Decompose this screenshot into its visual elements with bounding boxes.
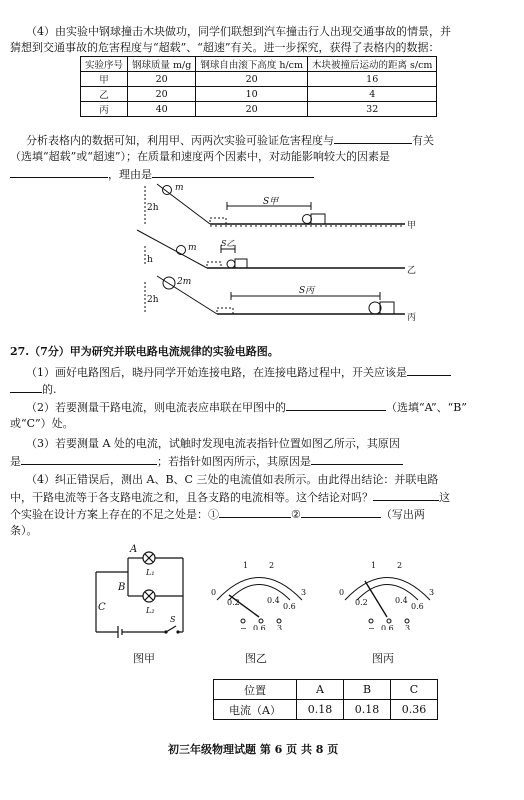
- scale-label: 1: [243, 561, 249, 570]
- scale-label: 1: [371, 561, 377, 570]
- q4-line2: 猜想到交通事故的危害程度与“超载”、“超速”有关。进一步探究，获得了表格内的数据：: [10, 41, 440, 54]
- terminal-label: −: [368, 624, 375, 630]
- distance-label: S乙: [221, 239, 235, 248]
- fine-label: 0.4: [395, 596, 408, 605]
- lamp-l1: [143, 552, 155, 564]
- q4-line1: （4）由实验中钢球撞击木块做功，同学们联想到汽车撞击行人出现交通事故的情景，并: [26, 25, 451, 38]
- q27-part2b: 或“C”）处。: [10, 417, 74, 430]
- table-header: A: [297, 680, 344, 700]
- table-header: 位置: [214, 680, 297, 700]
- ramp-figure: [135, 180, 435, 330]
- answer-blank[interactable]: [407, 364, 451, 376]
- table-cell: 16: [308, 72, 437, 87]
- table-cell: 0.18: [297, 700, 344, 720]
- table-cell: 甲: [81, 72, 128, 87]
- ball: [303, 215, 312, 224]
- meter-scale: [345, 578, 430, 601]
- q27-part3: （3）若要测量 A 处的电流，试触时发现电流表指针位置如图乙所示，其原因: [26, 437, 400, 450]
- table-cell: 32: [308, 102, 437, 117]
- lamp-l2: [143, 590, 155, 602]
- scale-label: 0: [211, 588, 217, 597]
- answer-blank[interactable]: [10, 381, 42, 393]
- terminal-label: 3: [405, 624, 411, 630]
- answer-blank[interactable]: [311, 453, 403, 465]
- table-header: 钢球质量 m/g: [128, 57, 196, 72]
- q27-text: 个实验在设计方案上存在的不足之处是：①: [10, 508, 219, 521]
- table-header: C: [391, 680, 438, 700]
- ball-label: 2m: [177, 277, 192, 287]
- table-header: B: [344, 680, 391, 700]
- table-header: 钢球自由滚下高度 h/cm: [196, 57, 308, 72]
- point-c-label: C: [98, 602, 106, 613]
- table-cell: 0.36: [391, 700, 438, 720]
- q27-text: （选填“A”、“B”: [386, 401, 467, 414]
- distance-label: S甲: [263, 197, 279, 207]
- table-cell: 0.18: [344, 700, 391, 720]
- caption-bing: 图丙: [372, 652, 394, 665]
- table-cell: 20: [196, 102, 308, 117]
- q27-part4: （4）纠正错误后，测出 A、B、C 三处的电流值如表所示。由此得出结论：并联电路: [26, 473, 439, 486]
- ball: [163, 277, 175, 289]
- analysis-line1: [26, 132, 434, 148]
- terminal-label: 0.6: [253, 624, 266, 630]
- table-header: 实验序号: [81, 57, 128, 72]
- q27-part1b: [10, 381, 57, 397]
- trial-label: 乙: [407, 266, 417, 276]
- answer-blank[interactable]: [301, 506, 381, 518]
- analysis-text: 分析表格内的数据可知，利用甲、丙两次实验可验证危害程度与: [26, 134, 334, 147]
- ball: [177, 246, 186, 255]
- answer-blank[interactable]: [373, 489, 439, 501]
- distance-label: S丙: [299, 286, 315, 296]
- table-row: [81, 102, 437, 117]
- trial-label: 丙: [407, 313, 417, 323]
- analysis-text: ，理由是: [108, 168, 152, 181]
- table-header-row: [81, 57, 437, 72]
- ball: [163, 186, 172, 195]
- height-label: 2h: [147, 295, 159, 305]
- ball-label: m: [175, 183, 184, 193]
- lamp-l1-label: L₁: [146, 568, 155, 577]
- table-cell: 40: [128, 102, 196, 117]
- analysis-line2: （选填“超载”或“超速”）；在质量和速度两个因素中，对动能影响较大的因素是: [10, 150, 390, 163]
- table-header: 木块被撞后运动的距离 s/cm: [308, 57, 437, 72]
- current-table: [213, 679, 438, 720]
- fine-label: 0.6: [283, 602, 296, 611]
- ball: [227, 260, 235, 268]
- scale-label: 2: [269, 561, 275, 570]
- scale-label: 3: [429, 588, 435, 597]
- table-cell: 20: [196, 72, 308, 87]
- answer-blank[interactable]: [334, 132, 412, 144]
- ammeter-yi: [207, 555, 312, 630]
- point-b-label: B: [118, 582, 126, 593]
- q27-part2: [26, 399, 467, 415]
- q27-text: ；若指针如图丙所示，其原因是: [157, 455, 311, 468]
- ammeter-bing: [335, 555, 440, 630]
- circuit-diagram: [88, 540, 198, 640]
- fine-label: 0.6: [411, 602, 424, 611]
- terminal-label: 0.6: [381, 624, 394, 630]
- table-cell: 电流（A）: [214, 700, 297, 720]
- ball-label: m: [188, 243, 197, 253]
- q27-part4c: [10, 506, 425, 522]
- page-footer: 初三年级物理试题 第 6 页 共 8 页: [168, 743, 339, 756]
- q27-text: 这: [439, 491, 450, 504]
- table-cell: 丙: [81, 102, 128, 117]
- table-row: [81, 87, 437, 102]
- answer-blank[interactable]: [21, 453, 157, 465]
- table-cell: 20: [128, 87, 196, 102]
- q27-text: （1）画好电路图后，晓丹同学开始连接电路，在连接电路过程中，开关应该是: [26, 366, 407, 379]
- table-cell: 4: [308, 87, 437, 102]
- scale-label: 2: [397, 561, 403, 570]
- q27-part3b: [10, 453, 403, 469]
- q27-part4d: 条）。: [10, 524, 38, 537]
- experiment-table: [80, 56, 437, 117]
- terminal-label: −: [240, 624, 247, 630]
- caption-yi: 图乙: [245, 652, 267, 665]
- table-cell: 10: [196, 87, 308, 102]
- wood-block: [311, 214, 325, 224]
- fine-label: 0.2: [355, 598, 368, 607]
- switch: [166, 626, 176, 632]
- height-label: 2h: [147, 203, 159, 213]
- switch-label: S: [170, 615, 176, 624]
- q27-text: 是: [10, 455, 21, 468]
- trial-label: 甲: [407, 221, 417, 231]
- q27-title: 27.（7分）甲为研究并联电路电流规律的实验电路图。: [10, 345, 279, 358]
- table-cell: 20: [128, 72, 196, 87]
- answer-blank[interactable]: [286, 399, 386, 411]
- q27-text: 中，干路电流等于各支路电流之和，且各支路的电流相等。这个结论对吗？: [10, 491, 373, 504]
- scale-label: 3: [301, 588, 307, 597]
- q27-part4b: [10, 489, 450, 505]
- table-row: [214, 680, 438, 700]
- analysis-text: 有关: [412, 134, 434, 147]
- fine-label: 0.2: [227, 598, 240, 607]
- scale-label: 0: [339, 588, 345, 597]
- lamp-l2-label: L₂: [146, 606, 155, 615]
- wood-block: [380, 302, 394, 314]
- height-label: h: [147, 255, 153, 265]
- q27-part1: [26, 364, 451, 380]
- table-row: [214, 700, 438, 720]
- meter-scale: [217, 578, 302, 601]
- caption-jia: 图甲: [133, 652, 155, 665]
- table-cell: 乙: [81, 87, 128, 102]
- q27-text: 的.: [42, 383, 57, 396]
- q27-text: （写出两: [380, 508, 425, 521]
- answer-blank[interactable]: [152, 166, 314, 178]
- table-row: [81, 72, 437, 87]
- point-a-label: A: [130, 544, 138, 555]
- wood-block: [235, 259, 247, 268]
- q27-text: ②: [291, 508, 301, 521]
- q27-text: （2）若要测量干路电流，则电流表应串联在甲图中的: [26, 401, 286, 414]
- fine-label: 0.4: [267, 596, 280, 605]
- answer-blank[interactable]: [219, 506, 291, 518]
- answer-blank[interactable]: [10, 166, 108, 178]
- terminal-label: 3: [277, 624, 283, 630]
- ball: [369, 302, 381, 314]
